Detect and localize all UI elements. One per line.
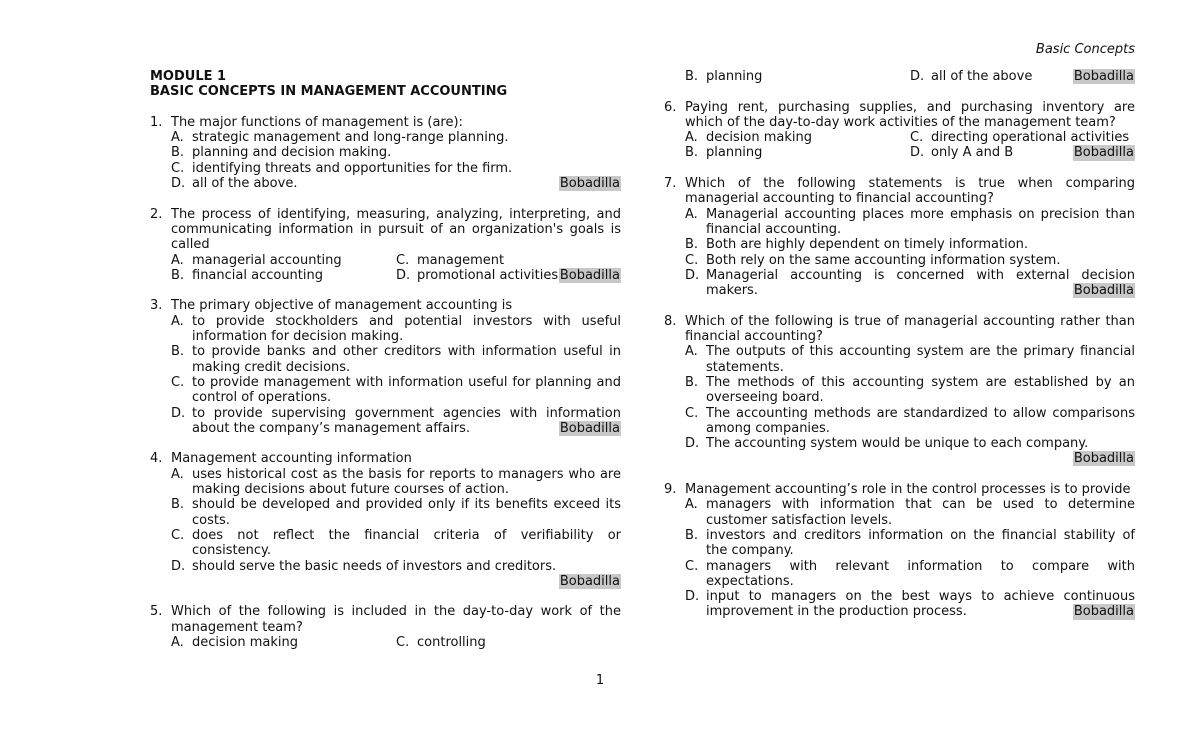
choice-a: A. decision making: [685, 130, 812, 146]
choices: [171, 314, 621, 436]
question-text: The major functions of management is (are):: [171, 114, 463, 130]
choice-a: A. managerial accounting: [171, 252, 342, 268]
choice-d: D. only A and B: [910, 145, 1014, 161]
question-5-continued: [664, 69, 1135, 84]
choice-a: A. strategic management and long-range planning.: [171, 130, 509, 146]
question-text: Management accounting’s role in the control processes is to provide: [685, 482, 1131, 498]
question-number: 3.: [150, 298, 163, 314]
question-number: 2.: [150, 206, 163, 222]
choice-a: A. to provide stockholders and potential investors with useful information for decision making.: [171, 313, 621, 345]
question-text: The process of identifying, measuring, analyzing, interpreting, and communicating information in pursuit of an organization's goals is called: [171, 206, 621, 253]
choice-a: A. The outputs of this accounting system are the primary financial statements.: [685, 344, 1135, 375]
question-text: Which of the following is included in the day-to-day work of the management team?: [171, 604, 621, 635]
choice-c: C. directing operational activities: [910, 130, 1130, 146]
module-title: BASIC CONCEPTS IN MANAGEMENT ACCOUNTING: [150, 84, 508, 100]
choice-row: [685, 69, 1135, 84]
choice-b: B. The methods of this accounting system are established by an overseeing board.: [685, 374, 1135, 406]
choice-row: [171, 253, 621, 268]
choice-b: B. should be developed and provided only if its benefits exceed its costs.: [171, 497, 621, 528]
author-tag: Bobadilla: [559, 573, 620, 589]
choice-c: C. The accounting methods are standardized to allow comparisons among companies.: [685, 405, 1135, 436]
author-tag: Bobadilla: [1073, 604, 1134, 620]
module-number: MODULE 1: [150, 69, 227, 84]
choice-d: D. all of the above. Bobadilla: [171, 176, 620, 192]
choice-b: B. investors and creditors information on the financial stability of the company.: [685, 527, 1135, 559]
choice-d: D. Managerial accounting is concerned with external decision makers. Bobadilla: [685, 267, 1135, 299]
choice-row: [171, 268, 621, 283]
choice-c: C. does not reflect the financial criteria of verifiability or consistency.: [171, 527, 621, 559]
question-text: Paying rent, purchasing supplies, and purchasing inventory are which of the day-to-day work activities of the management team?: [685, 99, 1135, 130]
choice-row: [685, 145, 1135, 160]
question-text: Which of the following is true of managerial accounting rather than financial accounting?: [685, 313, 1135, 345]
author-tag: Bobadilla: [1073, 451, 1134, 467]
choice-b: B. Both are highly dependent on timely information.: [685, 237, 1029, 253]
question-text: Which of the following statements is true when comparing managerial accounting to financial accounting?: [685, 176, 1135, 207]
question-text: Management accounting information: [171, 451, 412, 467]
question-number: 9.: [664, 482, 677, 498]
question-1: [150, 115, 621, 191]
choice-a: A. decision making: [171, 634, 298, 650]
author-tag: Bobadilla: [1073, 145, 1134, 161]
author-tag: Bobadilla: [1073, 283, 1134, 299]
choice-b: B. planning: [685, 69, 763, 84]
author-tag: Bobadilla: [559, 267, 620, 283]
choice-c: C. management: [396, 252, 505, 268]
question-text: The primary objective of management accounting is: [171, 298, 513, 314]
choices: [685, 207, 1135, 299]
author-tag: Bobadilla: [559, 420, 620, 436]
question-4: [150, 451, 621, 589]
question-9: [664, 482, 1135, 620]
question-number: 8.: [664, 313, 677, 329]
page-number: 1: [595, 673, 605, 688]
choice-b: B. planning: [685, 145, 763, 161]
question-number: 6.: [664, 99, 677, 115]
question-number: 5.: [150, 604, 163, 620]
choice-b: B. to provide banks and other creditors with information useful in making credit decisions.: [171, 344, 621, 375]
choice-d: D. should serve the basic needs of investors and creditors.: [171, 558, 557, 574]
choice-d: D. promotional activities: [396, 267, 559, 283]
choice-d: D. to provide supervising government agencies with information about the company’s management affairs. Bobadilla: [171, 405, 621, 436]
question-number: 7.: [664, 176, 677, 192]
question-8: [664, 314, 1135, 467]
choice-d: D. The accounting system would be unique to each company.: [685, 436, 1089, 452]
question-5: [150, 604, 621, 650]
choice-c: C. to provide management with information useful for planning and control of operations.: [171, 374, 621, 406]
tag-line: [171, 574, 621, 589]
question-number: 4.: [150, 451, 163, 467]
choice-a: A. uses historical cost as the basis for reports to managers who are making decisions about future courses of action.: [171, 466, 621, 498]
choice-b: B. financial accounting: [171, 267, 323, 283]
choices: [171, 467, 621, 589]
choices: [685, 344, 1135, 466]
choice-d: D. input to managers on the best ways to achieve continuous improvement in the production process. Bobadilla: [685, 589, 1135, 620]
choices: [171, 130, 621, 191]
author-tag: Bobadilla: [1073, 69, 1134, 84]
choice-a: A. Managerial accounting places more emphasis on precision than financial accounting.: [685, 206, 1135, 237]
question-3: [150, 298, 621, 436]
choice-b: B. planning and decision making.: [171, 145, 392, 161]
choice-c: C. managers with relevant information to compare with expectations.: [685, 558, 1135, 589]
choice-c: C. identifying threats and opportunities for the firm.: [171, 160, 513, 176]
question-2: [150, 207, 621, 283]
question-6: [664, 100, 1135, 161]
choice-d: D. all of the above: [910, 69, 1033, 84]
choice-row: [171, 635, 621, 650]
author-tag: Bobadilla: [559, 176, 620, 192]
choice-row: [685, 130, 1135, 145]
choice-c: C. controlling: [396, 634, 486, 650]
running-header: Basic Concepts: [1035, 42, 1135, 57]
choice-c: C. Both rely on the same accounting information system.: [685, 252, 1061, 268]
question-number: 1.: [150, 114, 163, 130]
left-column: [150, 69, 621, 650]
choice-a: A. managers with information that can be used to determine customer satisfaction levels.: [685, 497, 1135, 528]
right-column: [664, 69, 1135, 620]
tag-line: [685, 451, 1135, 466]
choices: [685, 497, 1135, 619]
question-7: [664, 176, 1135, 298]
